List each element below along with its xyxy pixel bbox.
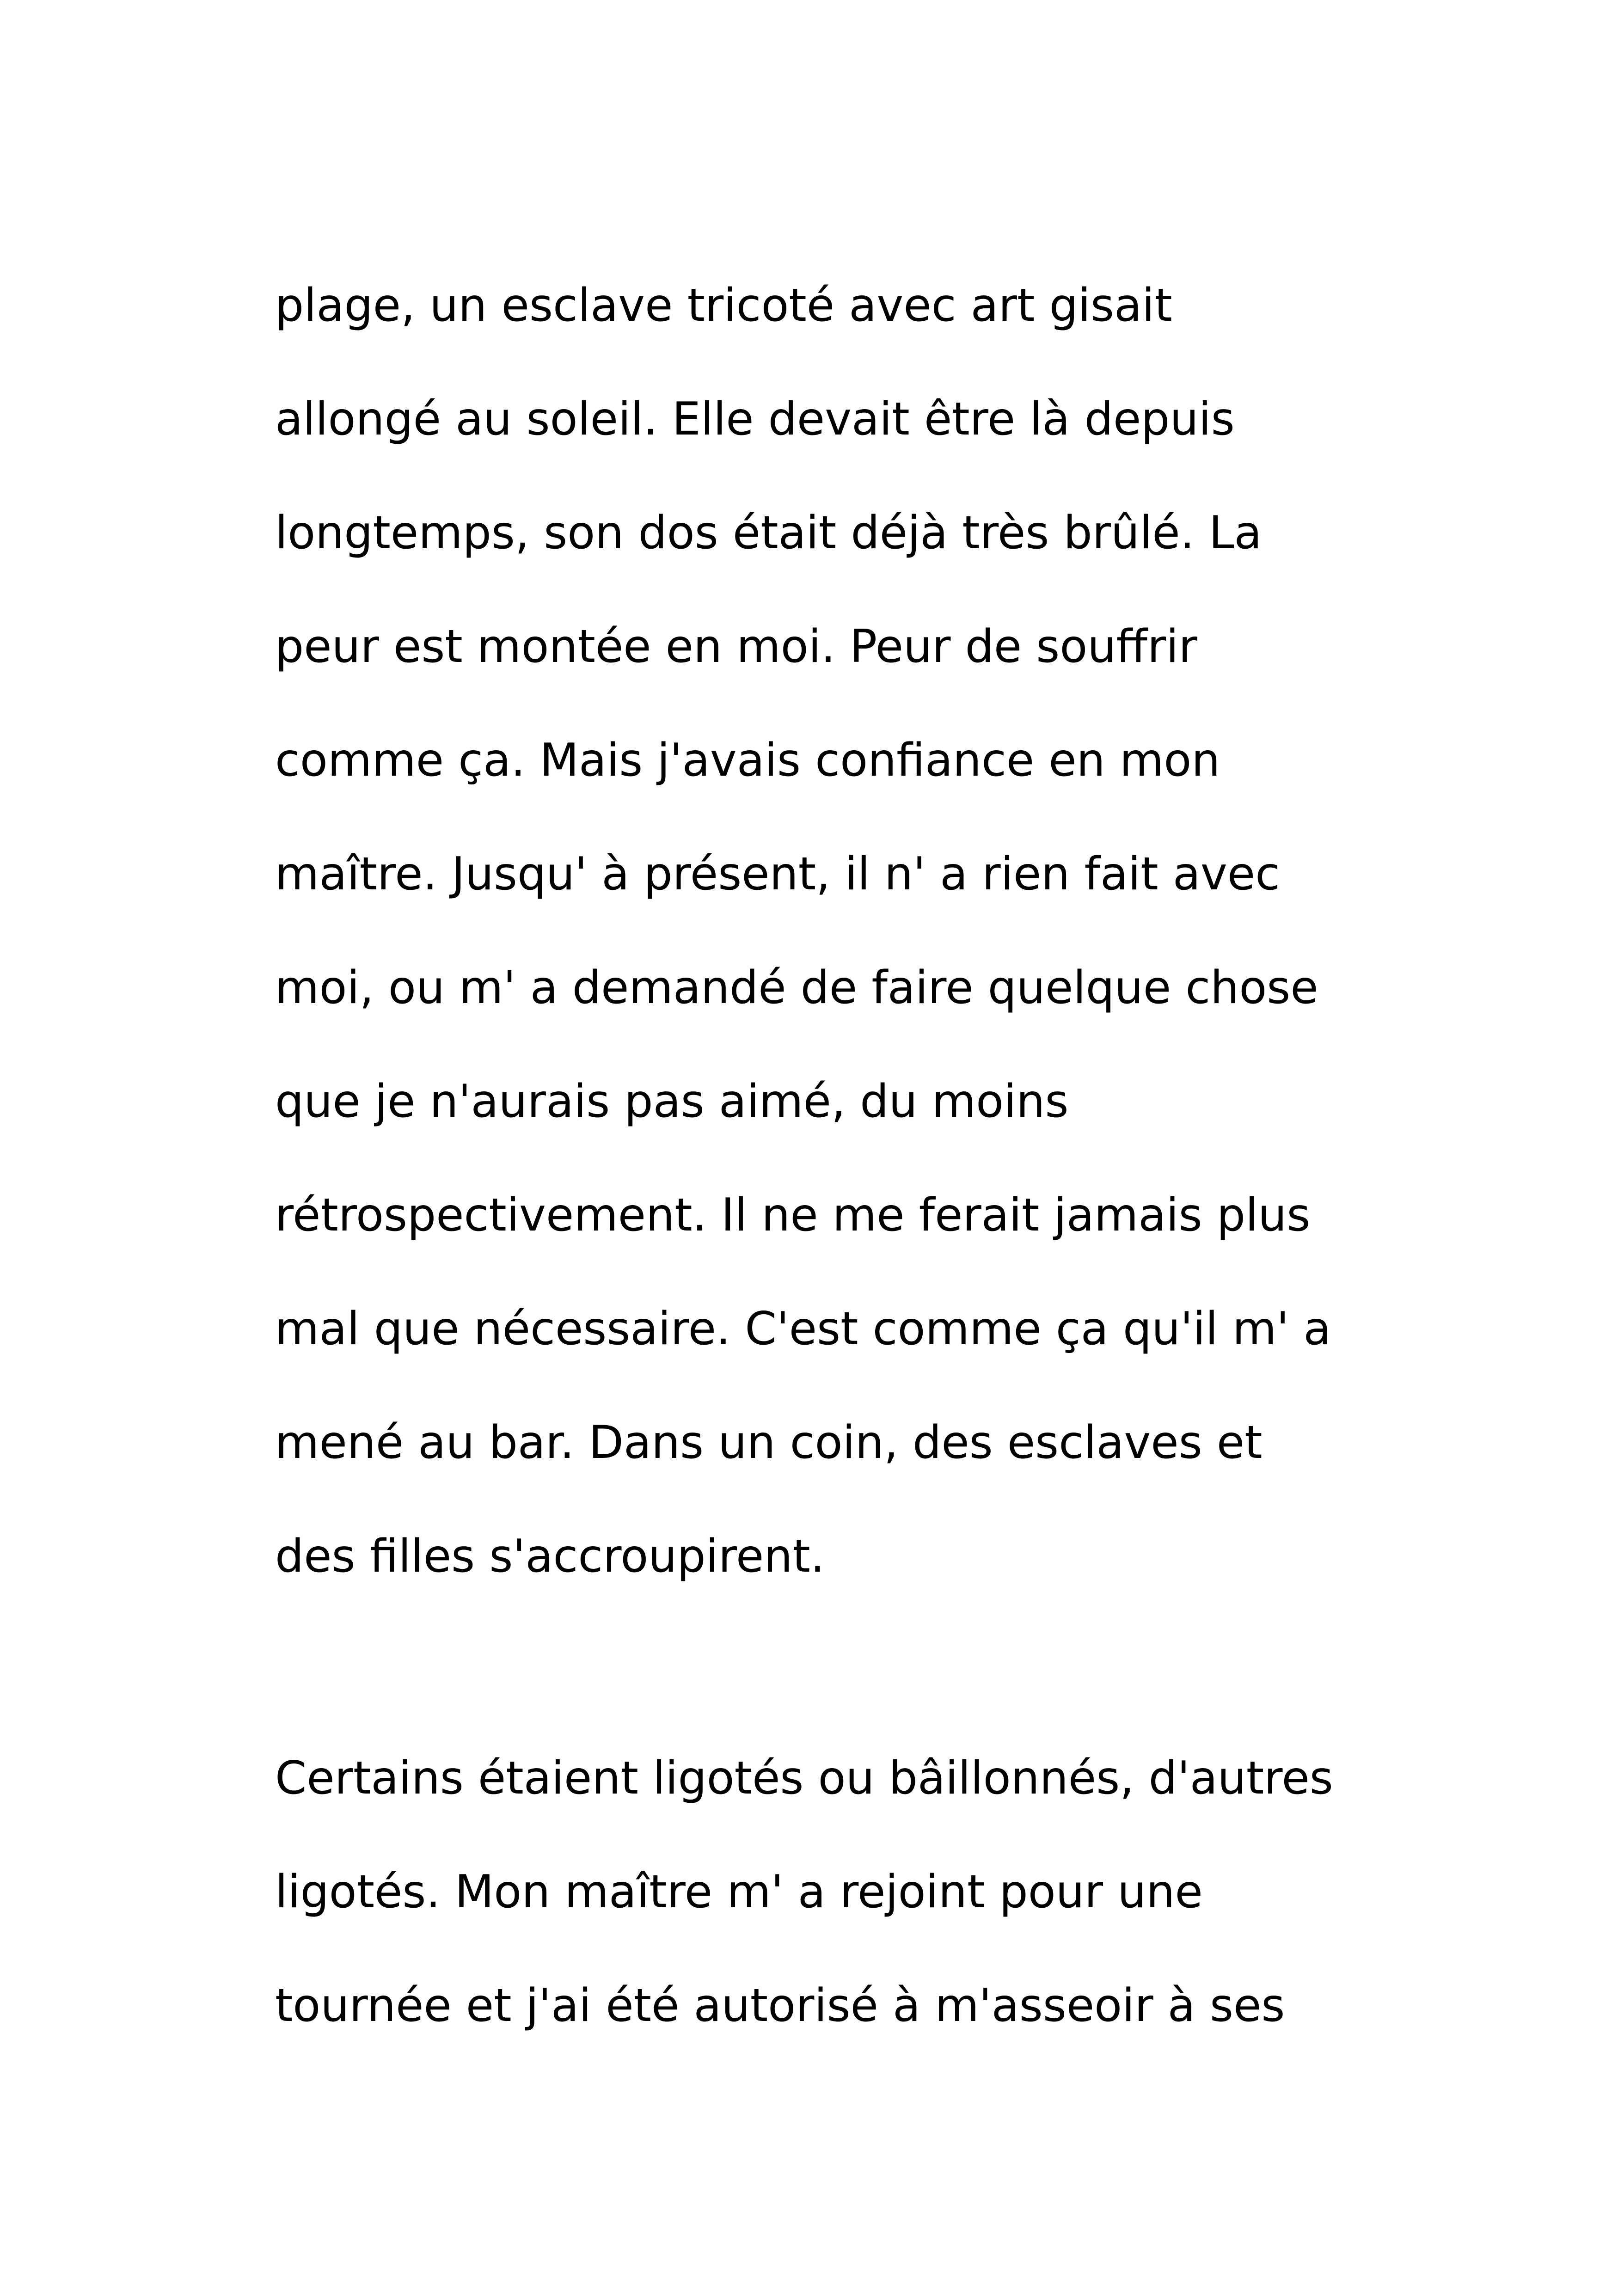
text-line: allongé au soleil. Elle devait être là depuis [275, 393, 1235, 446]
text-line: comme ça. Mais j'avais confiance en mon [275, 734, 1220, 787]
text-line: maître. Jusqu' à présent, il n' a rien fait avec [275, 848, 1281, 900]
text-line: mené au bar. Dans un coin, des esclaves et [275, 1416, 1263, 1469]
paragraph-1 [275, 271, 1523, 1635]
text-line: peur est montée en moi. Peur de souffrir [275, 620, 1197, 673]
text-line: mal que nécessaire. C'est comme ça qu'il m' a [275, 1303, 1331, 1355]
text-line: que je n'aurais pas aimé, du moins [275, 1075, 1069, 1128]
text-line: ligotés. Mon maître m' a rejoint pour une [275, 1866, 1203, 1918]
text-line: longtemps, son dos était déjà très brûlé. La [275, 507, 1262, 559]
text-line: tournée et j'ai été autorisé à m'asseoir à ses [275, 1979, 1285, 2032]
text-line: moi, ou m' a demandé de faire quelque chose [275, 961, 1318, 1014]
text-line: plage, un esclave tricoté avec art gisait [275, 279, 1172, 332]
text-line: des filles s'accroupirent. [275, 1530, 825, 1583]
text-line: Certains étaient ligotés ou bâillonnés, d'autres [275, 1752, 1333, 1805]
paragraph-2 [275, 1744, 1523, 2085]
text-line: rétrospectivement. Il ne me ferait jamais plus [275, 1189, 1311, 1242]
